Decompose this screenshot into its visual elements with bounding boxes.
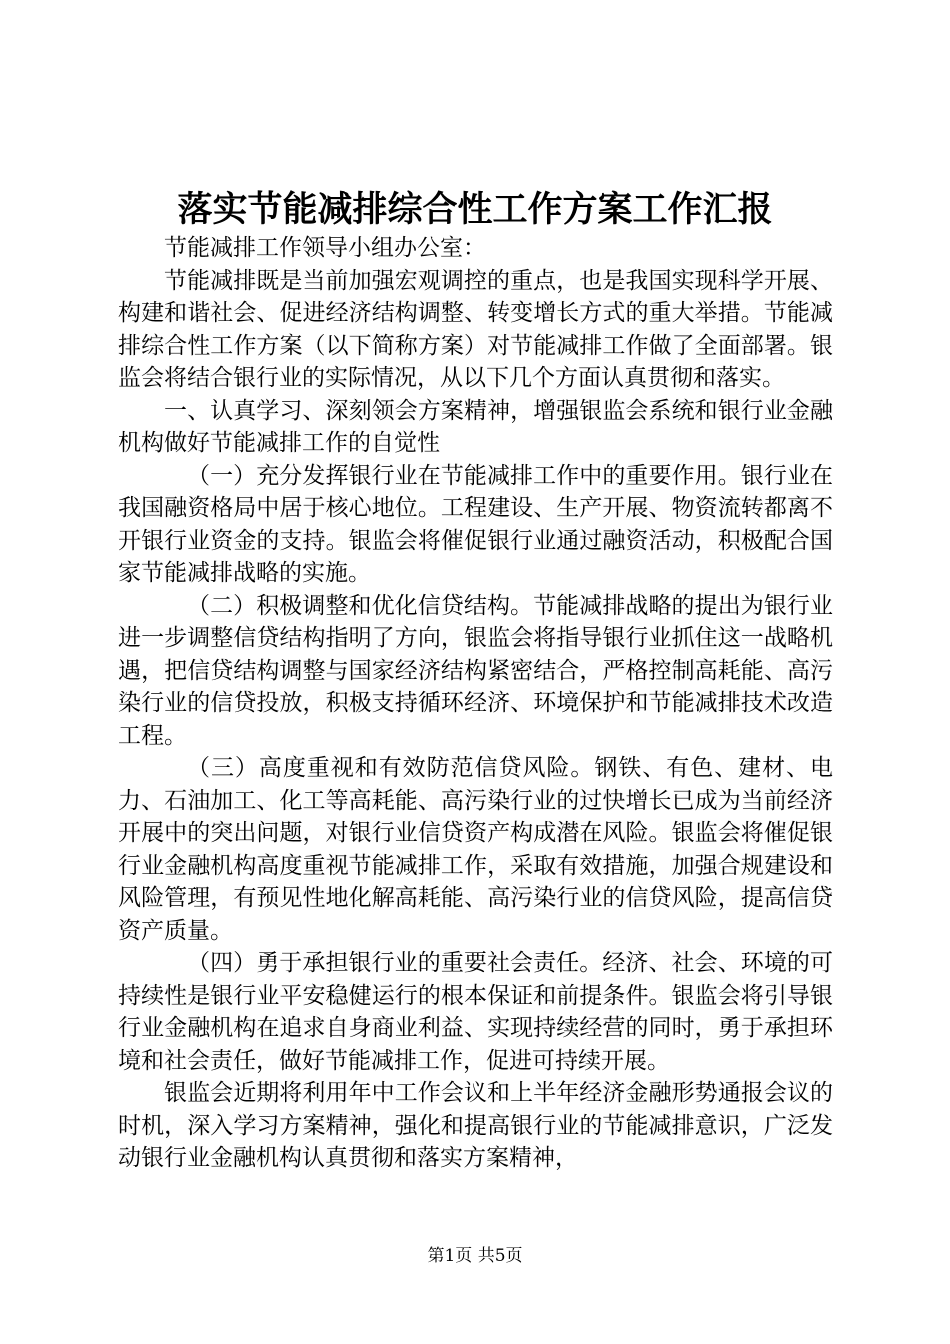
paragraph-item-3: （三）高度重视和有效防范信贷风险。钢铁、有色、建材、电力、石油加工、化工等高耗能、高污染行业的过快增长已成为当前经济开展中的突出问题，对银行业信贷资产构成潜在风险。银监会将催促银行业金融机构高度重视节能减排工作，采取有效措施，加强合规建设和风险管理，有预见性地化解高耗能、高污染行业的信贷风险，提高信贷资产质量。 [118, 755, 833, 944]
paragraph-item-4: （四）勇于承担银行业的重要社会责任。经济、社会、环境的可持续性是银行业平安稳健运行的根本保证和前提条件。银监会将引导银行业金融机构在追求自身商业利益、实现持续经营的同时，勇于承担环境和社会责任，做好节能减排工作，促进可持续开展。 [118, 950, 833, 1074]
document-body [118, 232, 833, 1175]
salutation: 节能减排工作领导小组办公室： [164, 235, 486, 261]
paragraph-item-2: （二）积极调整和优化信贷结构。节能减排战略的提出为银行业进一步调整信贷结构指明了方向，银监会将指导银行业抓住这一战略机遇，把信贷结构调整与国家经济结构紧密结合，严格控制高耗能、高污染行业的信贷投放，积极支持循环经济、环境保护和节能减排技术改造工程。 [118, 592, 833, 749]
paragraph-section-heading: 一、认真学习、深刻领会方案精神，增强银监会系统和银行业金融机构做好节能减排工作的自觉性 [118, 397, 833, 456]
paragraph-item-1: （一）充分发挥银行业在节能减排工作中的重要作用。银行业在我国融资格局中居于核心地位。工程建设、生产开展、物资流转都离不开银行业资金的支持。银监会将催促银行业通过融资活动，积极配合国家节能减排战略的实施。 [118, 462, 833, 586]
paragraph-intro: 节能减排既是当前加强宏观调控的重点，也是我国实现科学开展、构建和谐社会、促进经济结构调整、转变增长方式的重大举措。节能减排综合性工作方案（以下简称方案）对节能减排工作做了全面部署。银监会将结合银行业的实际情况，从以下几个方面认真贯彻和落实。 [118, 267, 833, 391]
paragraph-closing: 银监会近期将利用年中工作会议和上半年经济金融形势通报会议的时机，深入学习方案精神，强化和提高银行业的节能减排意识，广泛发动银行业金融机构认真贯彻和落实方案精神， [118, 1080, 833, 1171]
document-title: 落实节能减排综合性工作方案工作汇报 [177, 189, 773, 230]
page-number-footer: 第1页 共5页 [427, 1246, 523, 1266]
